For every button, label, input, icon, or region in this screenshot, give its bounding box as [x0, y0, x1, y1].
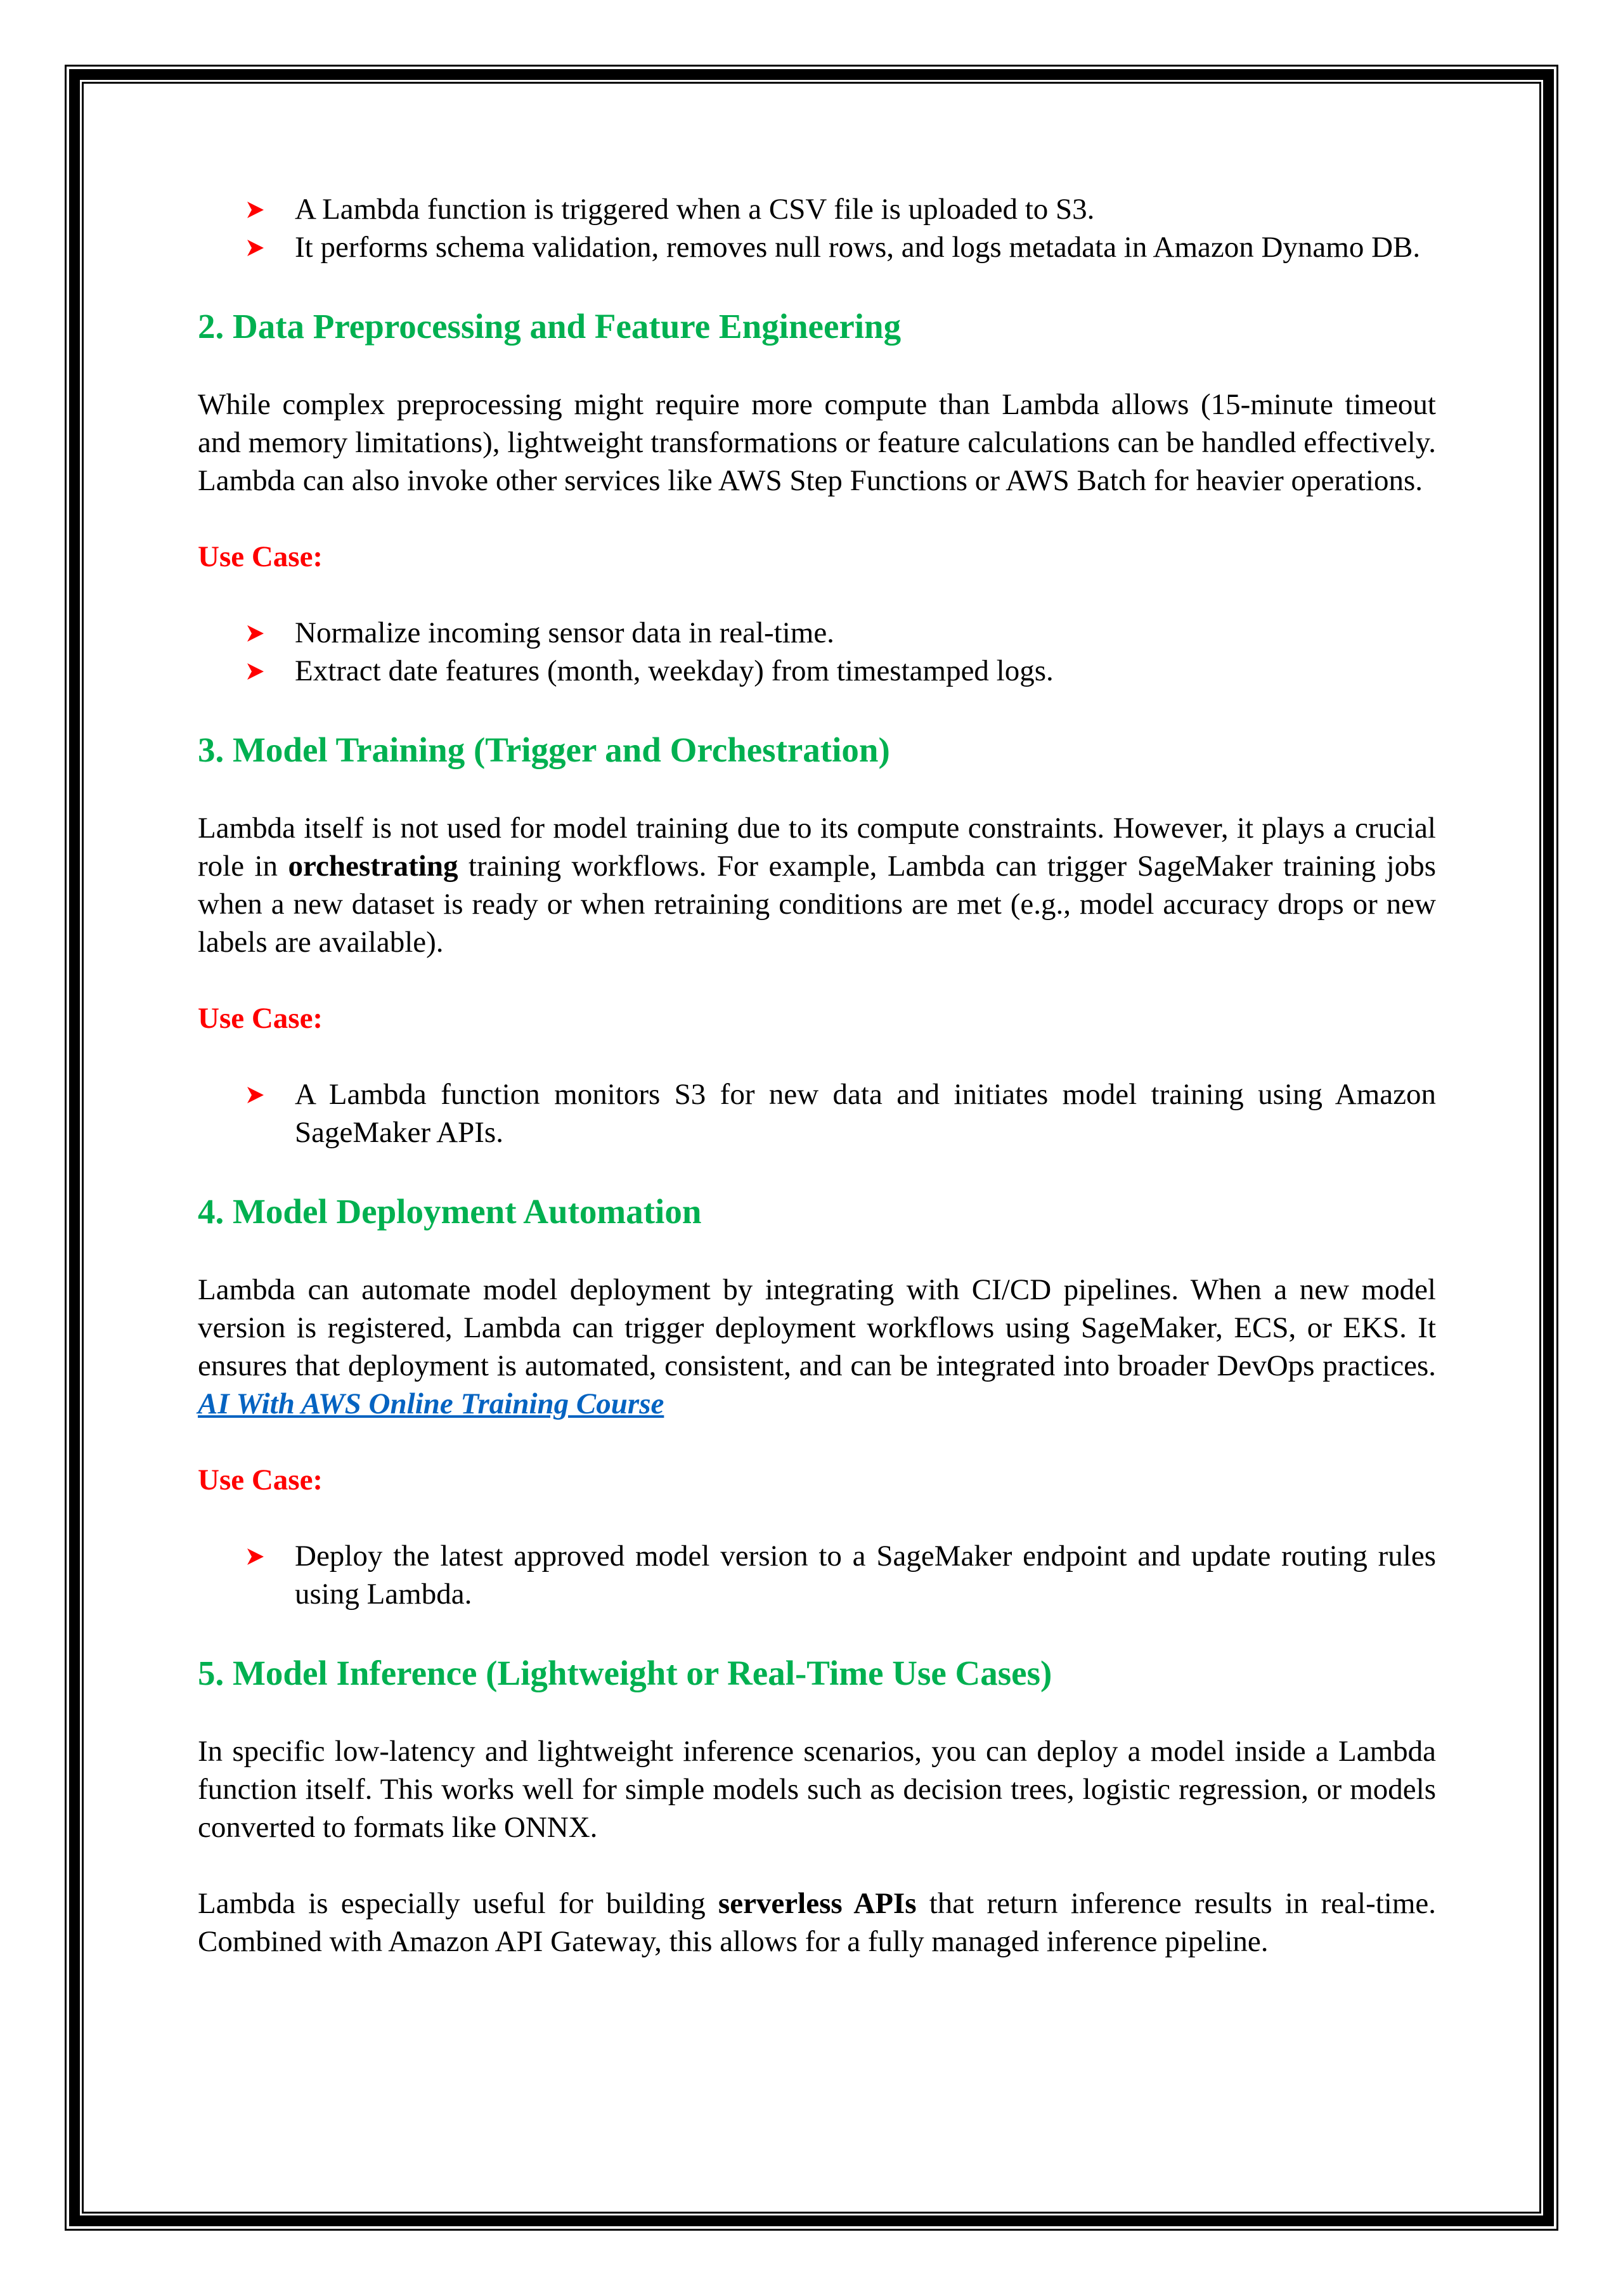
paragraph-text: Lambda is especially useful for building — [198, 1887, 718, 1920]
use-case-label: Use Case: — [198, 1463, 323, 1496]
bullet-text: Deploy the latest approved model version to a SageMaker endpoint and update routing rules using Lambda. — [295, 1540, 1436, 1611]
section-paragraph: In specific low-latency and lightweight inference scenarios, you can deploy a model inside a Lambda function itself. This works well for simple models such as decision trees, logistic regression, or models converted to formats like ONNX. — [198, 1735, 1436, 1844]
arrow-bullet-icon — [246, 662, 265, 681]
section-paragraph: While complex preprocessing might require more compute than Lambda allows (15-minute timeout and memory limitations), lightweight transformations or feature calculations can be handled effectively. Lambda can also invoke other services like AWS Step Functions or AWS Batch for heavier operations. — [198, 388, 1436, 497]
arrow-bullet-icon — [246, 624, 265, 643]
bullet-text: It performs schema validation, removes null rows, and logs metadata in Amazon Dynamo DB. — [295, 231, 1421, 264]
list-item — [198, 614, 1436, 652]
list-item — [198, 190, 1436, 228]
section-paragraph — [198, 809, 1436, 961]
paragraph-text: Lambda itself is not used for model training due to its compute constraints. However, it plays a crucial role in — [198, 812, 1436, 883]
section-data-preprocessing — [198, 304, 1436, 690]
list-item — [198, 652, 1436, 690]
section-model-training — [198, 728, 1436, 1151]
section-heading: 5. Model Inference (Lightweight or Real-Time Use Cases) — [198, 1654, 1052, 1692]
bullet-text: A Lambda function monitors S3 for new data and initiates model training using Amazon SageMaker APIs. — [295, 1078, 1436, 1149]
paragraph-text: that return inference results in real-time. Combined with Amazon API Gateway, this allows for a fully managed inference pipeline. — [198, 1887, 1437, 1958]
section-paragraph — [198, 1271, 1436, 1423]
bold-text: serverless APIs — [718, 1887, 917, 1920]
document-body — [198, 190, 1436, 1961]
top-bullet-list — [198, 190, 1436, 266]
section-heading: 4. Model Deployment Automation — [198, 1192, 702, 1231]
paragraph-text: training workflows. For example, Lambda can trigger SageMaker training jobs when a new dataset is ready or when retraining conditions are met (e.g., model accuracy drops or new labels are available). — [198, 850, 1436, 959]
list-item — [198, 228, 1436, 266]
list-item — [198, 1075, 1436, 1151]
use-case-label: Use Case: — [198, 1002, 323, 1035]
arrow-bullet-icon — [246, 1086, 265, 1105]
use-case-list — [198, 1537, 1436, 1613]
use-case-list — [198, 614, 1436, 690]
section-heading: 3. Model Training (Trigger and Orchestration) — [198, 730, 890, 769]
training-course-link[interactable]: AI With AWS Online Training Course — [198, 1387, 664, 1420]
section-model-inference — [198, 1651, 1436, 1961]
arrow-bullet-icon — [246, 238, 265, 257]
use-case-label: Use Case: — [198, 540, 323, 573]
section-heading: 2. Data Preprocessing and Feature Engineering — [198, 307, 902, 346]
arrow-bullet-icon — [246, 200, 265, 219]
paragraph-text: Lambda can automate model deployment by integrating with CI/CD pipelines. When a new model version is registered, Lambda can trigger deployment workflows using SageMaker, ECS, or EKS. It ensures that deployment is automated, consistent, and can be integrated into broader DevOps practices. — [198, 1273, 1436, 1382]
bullet-text: A Lambda function is triggered when a CSV file is uploaded to S3. — [295, 193, 1095, 226]
bold-text: orchestrating — [288, 850, 458, 883]
section-model-deployment — [198, 1190, 1436, 1613]
use-case-list — [198, 1075, 1436, 1151]
list-item — [198, 1537, 1436, 1613]
bullet-text: Normalize incoming sensor data in real-time. — [295, 616, 834, 649]
bullet-text: Extract date features (month, weekday) from timestamped logs. — [295, 654, 1054, 687]
section-paragraph-2 — [198, 1884, 1436, 1961]
arrow-bullet-icon — [246, 1547, 265, 1566]
